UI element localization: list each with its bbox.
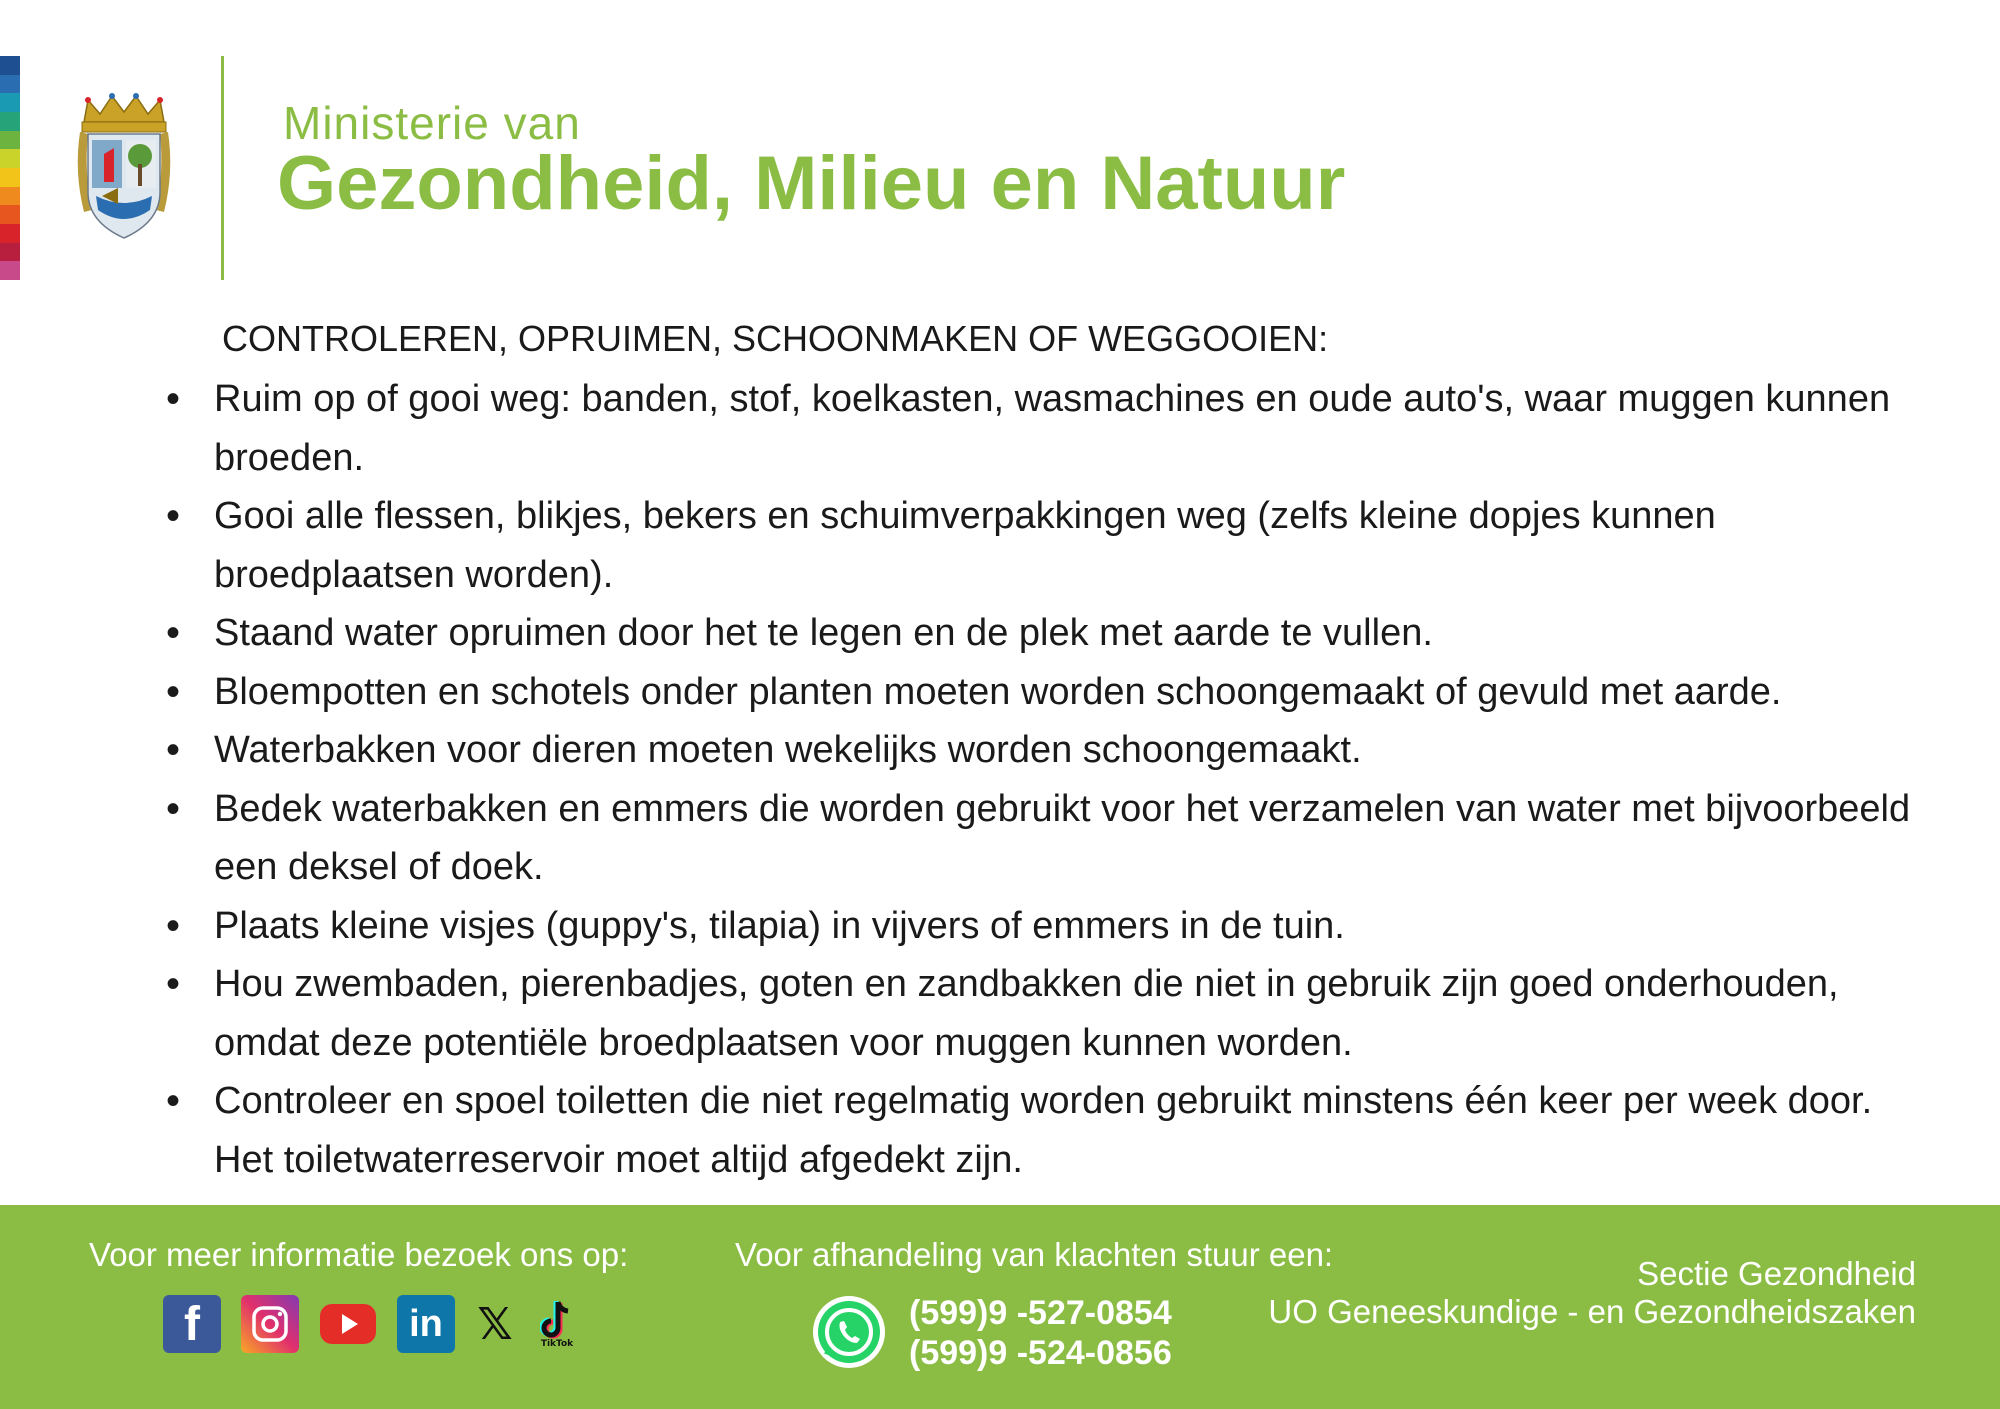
color-stripe	[0, 56, 20, 280]
facebook-icon[interactable]: f	[163, 1295, 221, 1353]
social-links	[163, 1295, 579, 1353]
list-item: • Staand water opruimen door het te legen en de plek met aarde te vullen.	[160, 604, 1920, 663]
youtube-icon[interactable]	[319, 1295, 377, 1353]
ministry-prefix: Ministerie van	[283, 97, 581, 149]
phone-numbers	[909, 1293, 1172, 1373]
phone-number[interactable]: (599)9 -524-0856	[909, 1334, 1172, 1372]
list-item: • Hou zwembaden, pierenbadjes, goten en zandbakken die niet in gebruik zijn goed onderhouden, omdat deze potentiële broedplaatsen voor muggen kunnen worden.	[160, 955, 1920, 1072]
stripe-segment	[0, 224, 20, 243]
stripe-segment	[0, 56, 20, 75]
list-item: • Ruim op of gooi weg: banden, stof, koelkasten, wasmachines en oude auto's, waar muggen kunnen broeden.	[160, 370, 1920, 487]
list-item: • Controleer en spoel toiletten die niet regelmatig worden gebruikt minstens één keer per week door. Het toiletwaterreservoir moet altijd afgedekt zijn.	[160, 1072, 1920, 1189]
list-item: • Bedek waterbakken en emmers die worden gebruikt voor het verzamelen van water met bijvoorbeeld een deksel of doek.	[160, 780, 1920, 897]
phone-number[interactable]: (599)9 -527-0854	[909, 1294, 1172, 1332]
header-divider	[221, 56, 224, 280]
stripe-segment	[0, 93, 20, 112]
complaint-text: Voor afhandeling van klachten stuur een:	[735, 1236, 1334, 1273]
stripe-segment	[0, 261, 20, 280]
advice-list	[160, 370, 1920, 1189]
stripe-segment	[0, 75, 20, 94]
list-item: • Bloempotten en schotels onder planten moeten worden schoongemaakt of gevuld met aarde.	[160, 663, 1920, 722]
tiktok-label: TikTok	[540, 1338, 574, 1349]
tiktok-icon[interactable]	[535, 1295, 579, 1353]
stripe-segment	[0, 131, 20, 150]
stripe-segment	[0, 187, 20, 206]
stripe-segment	[0, 205, 20, 224]
list-item: • Waterbakken voor dieren moeten wekelijks worden schoongemaakt.	[160, 721, 1920, 780]
department-info	[1268, 1255, 1916, 1331]
instagram-icon[interactable]	[241, 1295, 299, 1353]
x-icon[interactable]: 𝕏	[477, 1298, 513, 1350]
stripe-segment	[0, 112, 20, 131]
department-label: UO Geneeskundige - en Gezondheidszaken	[1268, 1293, 1916, 1330]
section-label: Sectie Gezondheid	[1637, 1255, 1916, 1292]
coat-of-arms-logo	[74, 92, 174, 242]
info-text: Voor meer informatie bezoek ons op:	[89, 1236, 629, 1273]
list-item: • Gooi alle flessen, blikjes, bekers en schuimverpakkingen weg (zelfs kleine dopjes kunnen broedplaatsen worden).	[160, 487, 1920, 604]
list-item: • Plaats kleine visjes (guppy's, tilapia) in vijvers of emmers in de tuin.	[160, 897, 1920, 956]
whatsapp-icon[interactable]	[812, 1295, 886, 1369]
footer	[0, 1205, 2000, 1409]
stripe-segment	[0, 243, 20, 262]
stripe-segment	[0, 168, 20, 187]
linkedin-icon[interactable]: in	[397, 1295, 455, 1353]
section-heading: CONTROLEREN, OPRUIMEN, SCHOONMAKEN OF WEGGOOIEN:	[222, 318, 1329, 359]
stripe-segment	[0, 149, 20, 168]
ministry-title: Gezondheid, Milieu en Natuur	[277, 141, 1346, 226]
